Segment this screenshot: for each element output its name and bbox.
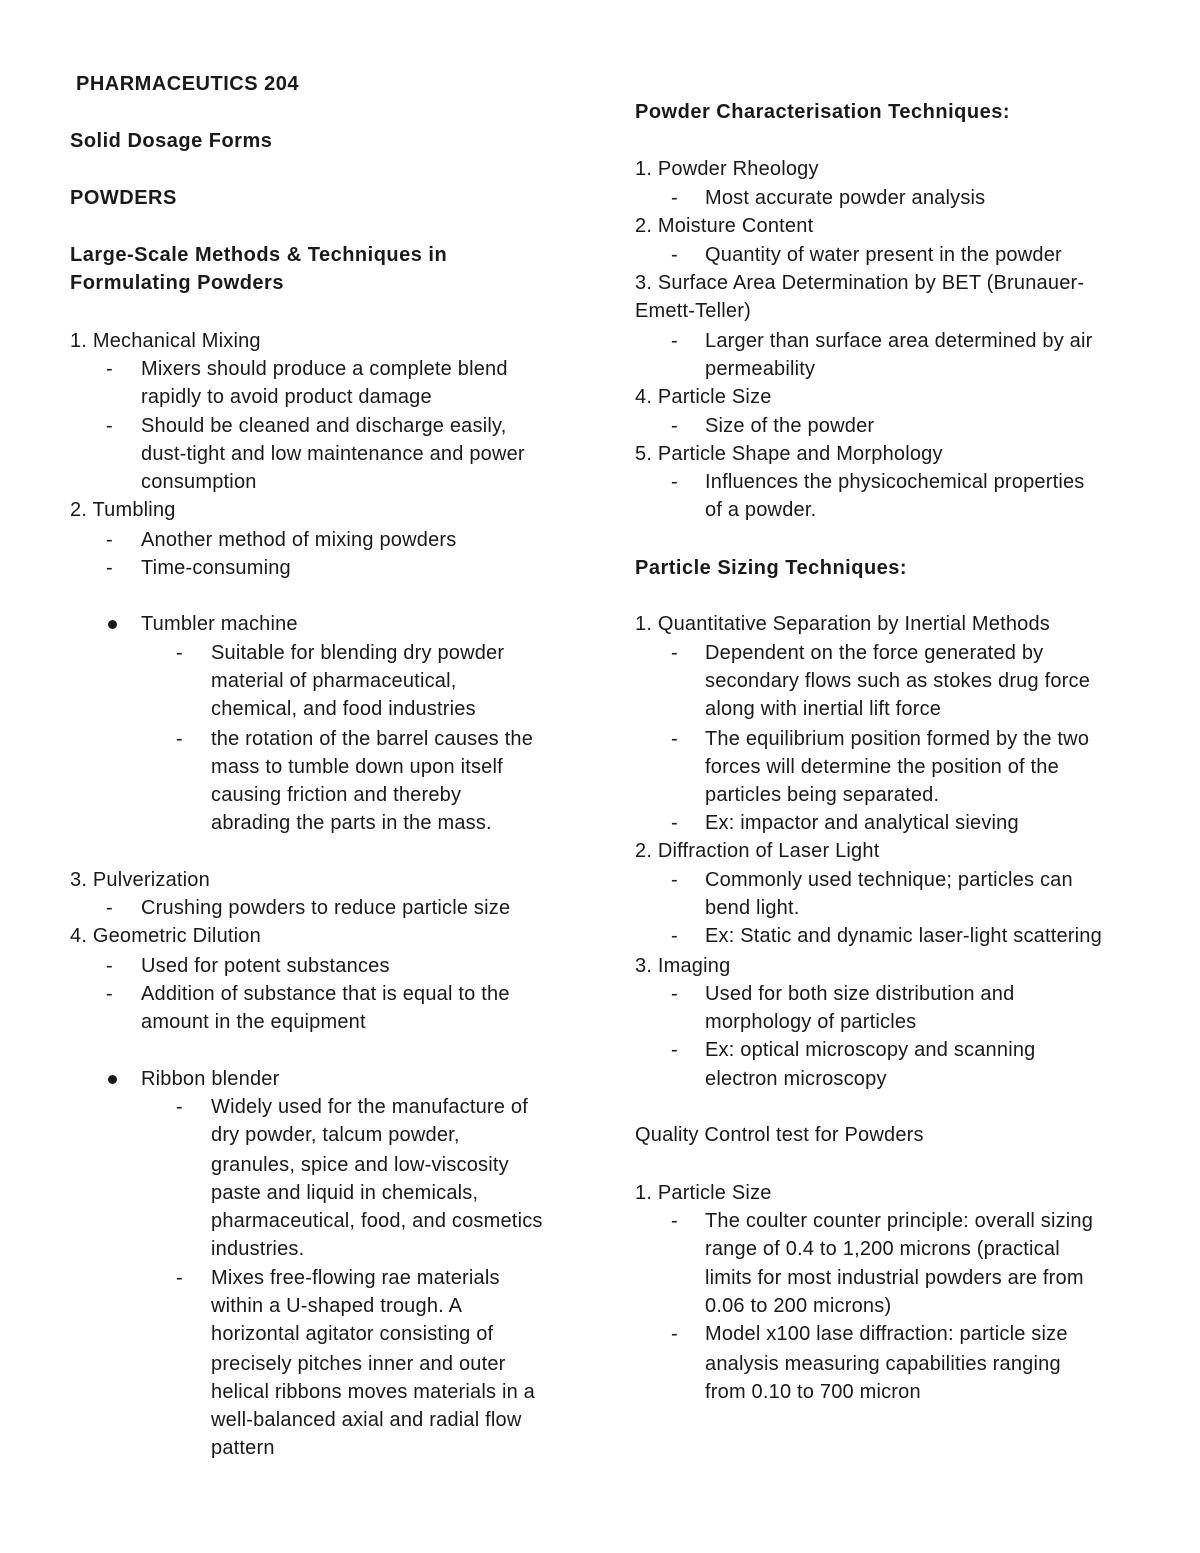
list-item: 2. Tumbling — [70, 499, 176, 521]
list-item-text: The coulter counter principle: overall sizing — [705, 1210, 1094, 1232]
list-item-text: Addition of substance that is equal to the — [141, 983, 510, 1005]
dash-bullet: - — [106, 897, 113, 919]
dash-bullet: - — [671, 1039, 678, 1061]
list-item: 5. Particle Shape and Morphology — [635, 443, 943, 465]
list-item: Emett-Teller) — [635, 300, 751, 322]
list-item-text: bend light. — [705, 897, 800, 919]
section-heading: Powder Characterisation Techniques: — [635, 101, 1010, 123]
list-item-text: Mixers should produce a complete blend — [141, 358, 508, 380]
list-item-text: Dependent on the force generated by — [705, 642, 1044, 664]
list-item-text: Commonly used technique; particles can — [705, 869, 1073, 891]
dash-bullet: - — [671, 642, 678, 664]
list-item-text: Time-consuming — [141, 557, 291, 579]
list-item-text: Larger than surface area determined by air — [705, 330, 1093, 352]
list-item-text: dust-tight and low maintenance and power — [141, 443, 525, 465]
list-item-text: Model x100 lase diffraction: particle size — [705, 1323, 1068, 1345]
list-item-text: abrading the parts in the mass. — [211, 812, 492, 834]
list-item-text: Another method of mixing powders — [141, 529, 457, 551]
list-item: 1. Particle Size — [635, 1182, 772, 1204]
list-item-text: chemical, and food industries — [211, 698, 476, 720]
list-item-text: Size of the powder — [705, 415, 875, 437]
list-item: Ribbon blender — [141, 1068, 280, 1090]
dash-bullet: - — [176, 1267, 183, 1289]
dash-bullet: - — [176, 728, 183, 750]
dash-bullet: - — [176, 642, 183, 664]
list-item-text: precisely pitches inner and outer — [211, 1353, 506, 1375]
dash-bullet: - — [671, 187, 678, 209]
dash-bullet: - — [671, 728, 678, 750]
list-item-text: Used for potent substances — [141, 955, 390, 977]
list-item: 3. Surface Area Determination by BET (Brunauer- — [635, 272, 1085, 294]
list-item: 2. Moisture Content — [635, 215, 814, 237]
list-item: 1. Powder Rheology — [635, 158, 819, 180]
section-heading: Quality Control test for Powders — [635, 1124, 924, 1146]
bullet-dot-icon — [108, 620, 117, 629]
dash-bullet: - — [106, 415, 113, 437]
list-item-text: Most accurate powder analysis — [705, 187, 986, 209]
list-item-text: horizontal agitator consisting of — [211, 1323, 494, 1345]
list-item-text: particles being separated. — [705, 784, 940, 806]
dash-bullet: - — [106, 955, 113, 977]
list-item-text: Mixes free-flowing rae materials — [211, 1267, 500, 1289]
dash-bullet: - — [671, 415, 678, 437]
list-item-text: along with inertial lift force — [705, 698, 942, 720]
list-item-text: Quantity of water present in the powder — [705, 244, 1062, 266]
list-item-text: causing friction and thereby — [211, 784, 462, 806]
list-item-text: within a U-shaped trough. A — [211, 1295, 463, 1317]
list-item: Tumbler machine — [141, 613, 298, 635]
dash-bullet: - — [106, 983, 113, 1005]
list-item: 1. Mechanical Mixing — [70, 330, 261, 352]
dash-bullet: - — [671, 471, 678, 493]
dash-bullet: - — [671, 330, 678, 352]
list-item-text: The equilibrium position formed by the two — [705, 728, 1090, 750]
list-item-text: granules, spice and low-viscosity — [211, 1154, 509, 1176]
list-item-text: Suitable for blending dry powder — [211, 642, 505, 664]
list-item-text: forces will determine the position of the — [705, 756, 1059, 778]
list-item-text: rapidly to avoid product damage — [141, 386, 432, 408]
list-item: 3. Pulverization — [70, 869, 210, 891]
list-item-text: secondary flows such as stokes drug force — [705, 670, 1091, 692]
subtitle: Solid Dosage Forms — [70, 130, 273, 152]
list-item-text: Crushing powders to reduce particle size — [141, 897, 511, 919]
list-item-text: the rotation of the barrel causes the — [211, 728, 534, 750]
list-item-text: industries. — [211, 1238, 305, 1260]
list-item-text: amount in the equipment — [141, 1011, 366, 1033]
dash-bullet: - — [106, 557, 113, 579]
bullet-dot-icon — [108, 1075, 117, 1084]
list-item-text: permeability — [705, 358, 816, 380]
list-item-text: Widely used for the manufacture of — [211, 1096, 528, 1118]
course-title: PHARMACEUTICS 204 — [76, 73, 299, 95]
heading-line-2: Formulating Powders — [70, 272, 284, 294]
list-item-text: of a powder. — [705, 499, 817, 521]
list-item: 3. Imaging — [635, 955, 731, 977]
dash-bullet: - — [106, 529, 113, 551]
list-item: 4. Geometric Dilution — [70, 925, 261, 947]
list-item-text: range of 0.4 to 1,200 microns (practical — [705, 1238, 1060, 1260]
list-item-text: analysis measuring capabilities ranging — [705, 1353, 1061, 1375]
list-item-text: paste and liquid in chemicals, — [211, 1182, 479, 1204]
list-item-text: from 0.10 to 700 micron — [705, 1381, 921, 1403]
dash-bullet: - — [106, 358, 113, 380]
list-item-text: Should be cleaned and discharge easily, — [141, 415, 507, 437]
list-item-text: pharmaceutical, food, and cosmetics — [211, 1210, 543, 1232]
list-item-text: morphology of particles — [705, 1011, 917, 1033]
heading-line-1: Large-Scale Methods & Techniques in — [70, 244, 448, 266]
list-item-text: mass to tumble down upon itself — [211, 756, 503, 778]
dash-bullet: - — [671, 1323, 678, 1345]
dash-bullet: - — [671, 869, 678, 891]
list-item-text: Ex: optical microscopy and scanning — [705, 1039, 1036, 1061]
dash-bullet: - — [671, 983, 678, 1005]
list-item-text: Influences the physicochemical properties — [705, 471, 1085, 493]
list-item-text: Used for both size distribution and — [705, 983, 1015, 1005]
dash-bullet: - — [671, 244, 678, 266]
section-title: POWDERS — [70, 187, 177, 209]
list-item-text: Ex: impactor and analytical sieving — [705, 812, 1019, 834]
dash-bullet: - — [176, 1096, 183, 1118]
list-item: 2. Diffraction of Laser Light — [635, 840, 880, 862]
list-item-text: helical ribbons moves materials in a — [211, 1381, 536, 1403]
list-item-text: dry powder, talcum powder, — [211, 1124, 460, 1146]
dash-bullet: - — [671, 812, 678, 834]
list-item: 1. Quantitative Separation by Inertial Methods — [635, 613, 1050, 635]
list-item-text: limits for most industrial powders are from — [705, 1267, 1084, 1289]
dash-bullet: - — [671, 1210, 678, 1232]
list-item: 4. Particle Size — [635, 386, 772, 408]
list-item-text: Ex: Static and dynamic laser-light scattering — [705, 925, 1102, 947]
list-item-text: 0.06 to 200 microns) — [705, 1295, 892, 1317]
list-item-text: pattern — [211, 1437, 275, 1459]
list-item-text: electron microscopy — [705, 1068, 887, 1090]
dash-bullet: - — [671, 925, 678, 947]
list-item-text: well-balanced axial and radial flow — [211, 1409, 522, 1431]
list-item-text: material of pharmaceutical, — [211, 670, 457, 692]
list-item-text: consumption — [141, 471, 257, 493]
section-heading: Particle Sizing Techniques: — [635, 557, 908, 579]
